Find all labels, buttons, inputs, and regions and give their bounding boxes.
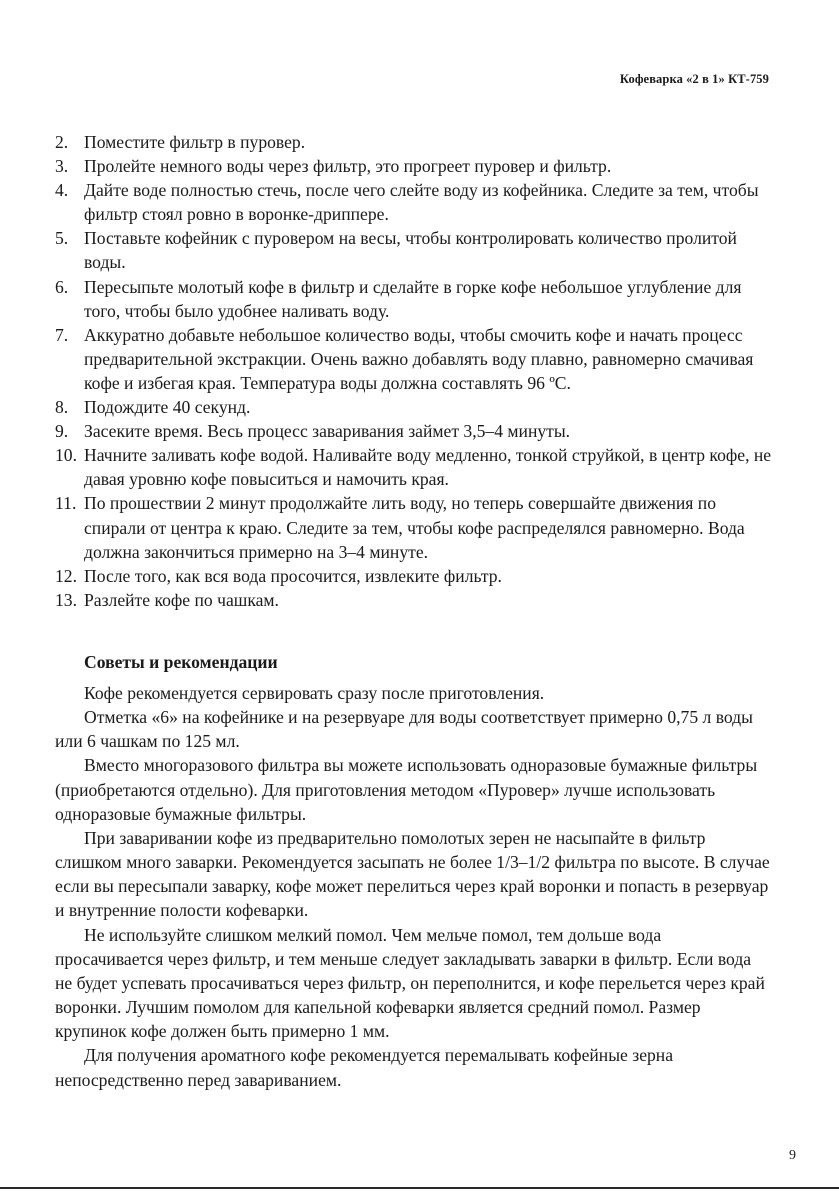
step-text: Начните заливать кофе водой. Наливайте воду медленно, тонкой струйкой, в центр кофе, не давая уровню кофе повыситься и намочить края. bbox=[84, 445, 772, 490]
step-text: Поставьте кофейник с пуровером на весы, чтобы контролировать количество пролитой воды. bbox=[84, 228, 737, 273]
step-number: 4. bbox=[55, 180, 69, 201]
tip-paragraph: При заваривании кофе из предварительно помолотых зерен не насыпайте в фильтр слишком много заварки. Рекомендуется засыпать не более 1/3–1/2 фильтра по высоте. В случае если вы пересыпали заварку, кофе может перелиться через край воронки и попасть в резервуар и внутренние полости кофеварки. bbox=[55, 827, 770, 921]
step-number: 13. bbox=[55, 589, 77, 610]
step-item bbox=[55, 275, 775, 323]
tip-paragraph: Не используйте слишком мелкий помол. Чем мельче помол, тем дольше вода просачивается через фильтр, и тем меньше следует закладывать заварки в фильтр. Если вода не будет успевать просачиваться через фильтр, он переполнится, и кофе перельется через край воронки. Лучшим помолом для капельной кофеварки является средний помол. Размер крупинок кофе должен быть примерно 1 мм. bbox=[55, 924, 765, 1042]
step-text: Разлейте кофе по чашкам. bbox=[84, 589, 279, 610]
step-item bbox=[55, 419, 775, 443]
step-item bbox=[55, 564, 775, 588]
step-item bbox=[55, 130, 775, 154]
step-text: Засеките время. Весь процесс заваривания займет 3,5–4 минуты. bbox=[84, 421, 571, 442]
tip-paragraph: Вместо многоразового фильтра вы можете использовать одноразовые бумажные фильтры (приобретаются отдельно). Для приготовления методом «Пуровер» лучше использовать одноразовые бумажные фильтры. bbox=[55, 755, 758, 824]
step-item bbox=[55, 154, 775, 178]
page-header-title: Кофеварка «2 в 1» КТ-759 bbox=[619, 72, 769, 86]
step-number: 8. bbox=[55, 397, 69, 418]
step-number: 5. bbox=[55, 228, 69, 249]
step-item bbox=[55, 443, 775, 491]
step-text: Дайте воде полностью стечь, после чего слейте воду из кофейника. Следите за тем, чтобы фильтр стоял ровно в воронке-дриппере. bbox=[84, 180, 759, 225]
step-number: 3. bbox=[55, 156, 69, 177]
step-text: Пролейте немного воды через фильтр, это прогреет пуровер и фильтр. bbox=[84, 156, 612, 177]
step-number: 7. bbox=[55, 324, 69, 345]
step-item bbox=[55, 323, 775, 395]
step-item bbox=[55, 588, 775, 612]
step-text: По прошествии 2 минут продолжайте лить воду, но теперь совершайте движения по спирали от центра к краю. Следите за тем, чтобы кофе распределялся равномерно. Вода должна закончиться примерно на 3–4 минуте. bbox=[84, 493, 745, 562]
step-number: 12. bbox=[55, 565, 77, 586]
tip-paragraph: Для получения ароматного кофе рекомендуется перемалывать кофейные зерна непосредственно перед завариванием. bbox=[55, 1045, 674, 1090]
tip-paragraph: Отметка «6» на кофейнике и на резервуаре для воды соответствует примерно 0,75 л воды или 6 чашкам по 125 мл. bbox=[55, 707, 753, 752]
page-number: 9 bbox=[789, 1148, 796, 1163]
step-text: Аккуратно добавьте небольшое количество воды, чтобы смочить кофе и начать процесс предварительной экстракции. Очень важно добавлять воду плавно, равномерно смачивая кофе и избегая края. Температура воды должна составлять 96 ºС. bbox=[84, 324, 754, 393]
step-text: Подождите 40 секунд. bbox=[84, 397, 251, 418]
step-text: Пересыпьте молотый кофе в фильтр и сделайте в горке кофе небольшое углубление для того, чтобы было удобнее наливать воду. bbox=[84, 276, 742, 321]
step-item bbox=[55, 178, 775, 226]
page-bottom-divider bbox=[0, 1187, 839, 1189]
step-number: 9. bbox=[55, 421, 69, 442]
step-item bbox=[55, 395, 775, 419]
step-item bbox=[55, 226, 775, 274]
step-number: 11. bbox=[55, 493, 77, 514]
tips-section-title: Советы и рекомендации bbox=[84, 652, 278, 672]
step-number: 10. bbox=[55, 445, 77, 466]
step-item bbox=[55, 491, 775, 563]
step-number: 2. bbox=[55, 132, 69, 152]
instruction-steps-list bbox=[55, 130, 775, 612]
step-text: После того, как вся вода просочится, извлеките фильтр. bbox=[84, 565, 502, 586]
step-text: Поместите фильтр в пуровер. bbox=[84, 132, 306, 152]
tips-section bbox=[55, 681, 772, 1092]
step-number: 6. bbox=[55, 276, 69, 297]
tip-paragraph: Кофе рекомендуется сервировать сразу после приготовления. bbox=[84, 683, 545, 703]
